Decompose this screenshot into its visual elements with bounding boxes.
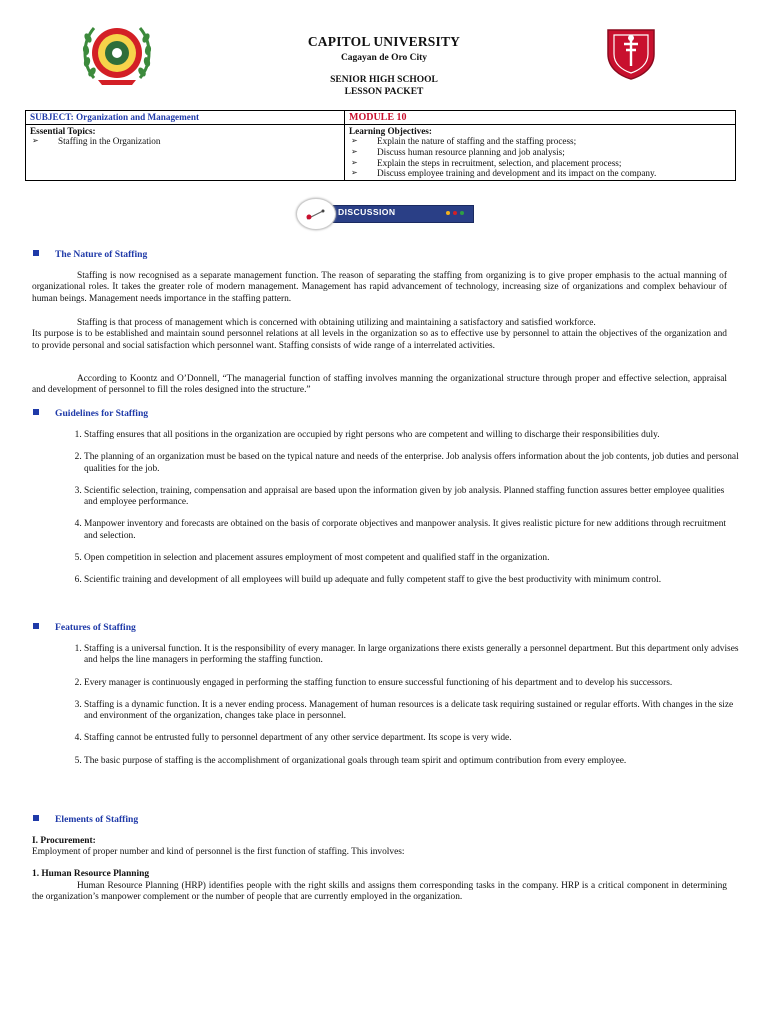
- nature-paragraph-2b: Its purpose is to be established and maintain sound personnel relations at all levels in the organization so as to effective use by personnel to attain the objectives of the organization and to provide personal and social satisfaction which personnel want. Staffing consists of wide range of a interrelated activities.: [32, 329, 727, 351]
- list-item: 1. Staffing is a universal function. It is the responsibility of every manager. In large organizations there exists generally a personnel department. But this department only advises and helps the line managers in performing the staffing function.: [84, 644, 740, 667]
- objective-item: ➢ Explain the nature of staffing and the staffing process;: [349, 136, 731, 147]
- banner-dot-icon: [453, 211, 457, 215]
- list-item: 5. Open competition in selection and placement assures employment of most competent and qualified staff in the organization.: [84, 553, 740, 564]
- nature-paragraph-3: According to Koontz and O’Donnell, “The managerial function of staffing involves manning the organizational structure through proper and effective selection, appraisal and development of personnel to fill the roles designed into the structure.”: [32, 374, 727, 396]
- module-label: MODULE 10: [349, 112, 407, 123]
- list-item: 1. Staffing ensures that all positions in the organization are occupied by right persons who are competent and willing to discharge their responsibilities duly.: [84, 430, 740, 441]
- section-title: Features of Staffing: [55, 622, 136, 633]
- banner-dot-icon: [460, 211, 464, 215]
- section-heading-guidelines: [33, 408, 148, 419]
- discussion-label: DISCUSSION: [338, 207, 396, 217]
- list-item: 2. The planning of an organization must be based on the typical nature and needs of the enterprise. Job analysis offers information about the job contents, job duties and personal qualities for the job.: [84, 452, 740, 475]
- school-name: SENIOR HIGH SCHOOL: [330, 75, 438, 85]
- packet-title: LESSON PACKET: [344, 87, 424, 97]
- nature-paragraph-1: Staffing is now recognised as a separate management function. The reason of separating the staffing from organizing is to give proper emphasis to the actual manning of organizational roles. It takes the greater role of modern management. Management has rapid advancement of technology, increasing size of organizations and complex behaviour of human beings. Management needs importance in the staffing pattern.: [32, 271, 727, 304]
- objective-item: ➢ Discuss employee training and development and its impact on the company.: [349, 168, 731, 179]
- features-list: [71, 644, 740, 767]
- square-bullet-icon: [33, 623, 39, 629]
- square-bullet-icon: [33, 250, 39, 256]
- topics-label: Essential Topics:: [30, 126, 96, 136]
- objectives-list: [349, 136, 731, 179]
- section-heading-elements: [33, 814, 138, 825]
- section-heading-nature: [33, 249, 147, 260]
- guidelines-list: [71, 430, 740, 587]
- objectives-label: Learning Objectives:: [349, 126, 432, 136]
- square-bullet-icon: [33, 409, 39, 415]
- objective-item: ➢ Discuss human resource planning and job analysis;: [349, 147, 731, 158]
- square-bullet-icon: [33, 815, 39, 821]
- right-seal-icon: [602, 24, 660, 80]
- banner-dot-icon: [446, 211, 450, 215]
- discussion-banner: [296, 198, 476, 228]
- section-heading-features: [33, 622, 136, 633]
- list-item: 5. The basic purpose of staffing is the accomplishment of organizational goals through team spirit and optimum contribution from every employee.: [84, 756, 740, 767]
- list-item: 4. Manpower inventory and forecasts are obtained on the basis of corporate objectives and manpower analysis. It gives realistic picture for new additions through recruitment and selection.: [84, 519, 740, 542]
- objective-item: ➢ Explain the steps in recruitment, selection, and placement process;: [349, 158, 731, 169]
- module-cell: [345, 111, 736, 125]
- university-name: CAPITOL UNIVERSITY: [307, 34, 461, 49]
- school-title: [0, 74, 768, 98]
- procurement-text: Employment of proper number and kind of personnel is the first function of staffing. This involves:: [32, 847, 405, 857]
- subject-cell: [26, 111, 345, 125]
- discussion-badge-icon: [296, 198, 336, 230]
- section-title: Guidelines for Staffing: [55, 408, 149, 419]
- nature-paragraph-2a: Staffing is that process of management which is concerned with obtaining utilizing and maintaining a satisfactory and satisfied workforce.: [77, 318, 596, 328]
- lesson-info-table: [25, 110, 736, 181]
- list-item: 2. Every manager is continuously engaged in performing the staffing function to ensure successful functioning of his department and to develop his successors.: [84, 678, 740, 689]
- section-title: The Nature of Staffing: [55, 249, 148, 260]
- topics-cell: [26, 125, 345, 181]
- topic-item: ➢ Staffing in the Organization: [30, 136, 340, 147]
- topics-list: [30, 136, 340, 147]
- section-title: Elements of Staffing: [55, 814, 139, 825]
- list-item: 3. Staffing is a dynamic function. It is a never ending process. Management of human resources is a delicate task requiring sustained or regular efforts. With changes in the size and environment of the organization, changes take place in personnel.: [84, 700, 740, 723]
- list-item: 6. Scientific training and development of all employees will build up adequate and fully competent staff to give the best productivity with minimum control.: [84, 575, 740, 586]
- university-city: Cagayan de Oro City: [340, 53, 428, 63]
- subject-label: SUBJECT: Organization and Management: [30, 112, 200, 122]
- procurement-heading: I. Procurement:: [32, 836, 96, 846]
- nature-paragraph-2: [32, 318, 727, 352]
- objectives-cell: [345, 125, 736, 181]
- hrp-heading: 1. Human Resource Planning: [32, 869, 150, 879]
- hrp-text: Human Resource Planning (HRP) identifies people with the right skills and assigns them corresponding tasks in the company. HRP is a critical component in determining the organization’s manpower complement or the number of people that are currently employed in the organization.: [32, 881, 727, 903]
- list-item: 3. Scientific selection, training, compensation and appraisal are based upon the information given by job analysis. Planned staffing function assures better employee qualities and employee performance.: [84, 486, 740, 509]
- list-item: 4. Staffing cannot be entrusted fully to personnel department of any other service department. Its scope is very wide.: [84, 733, 740, 744]
